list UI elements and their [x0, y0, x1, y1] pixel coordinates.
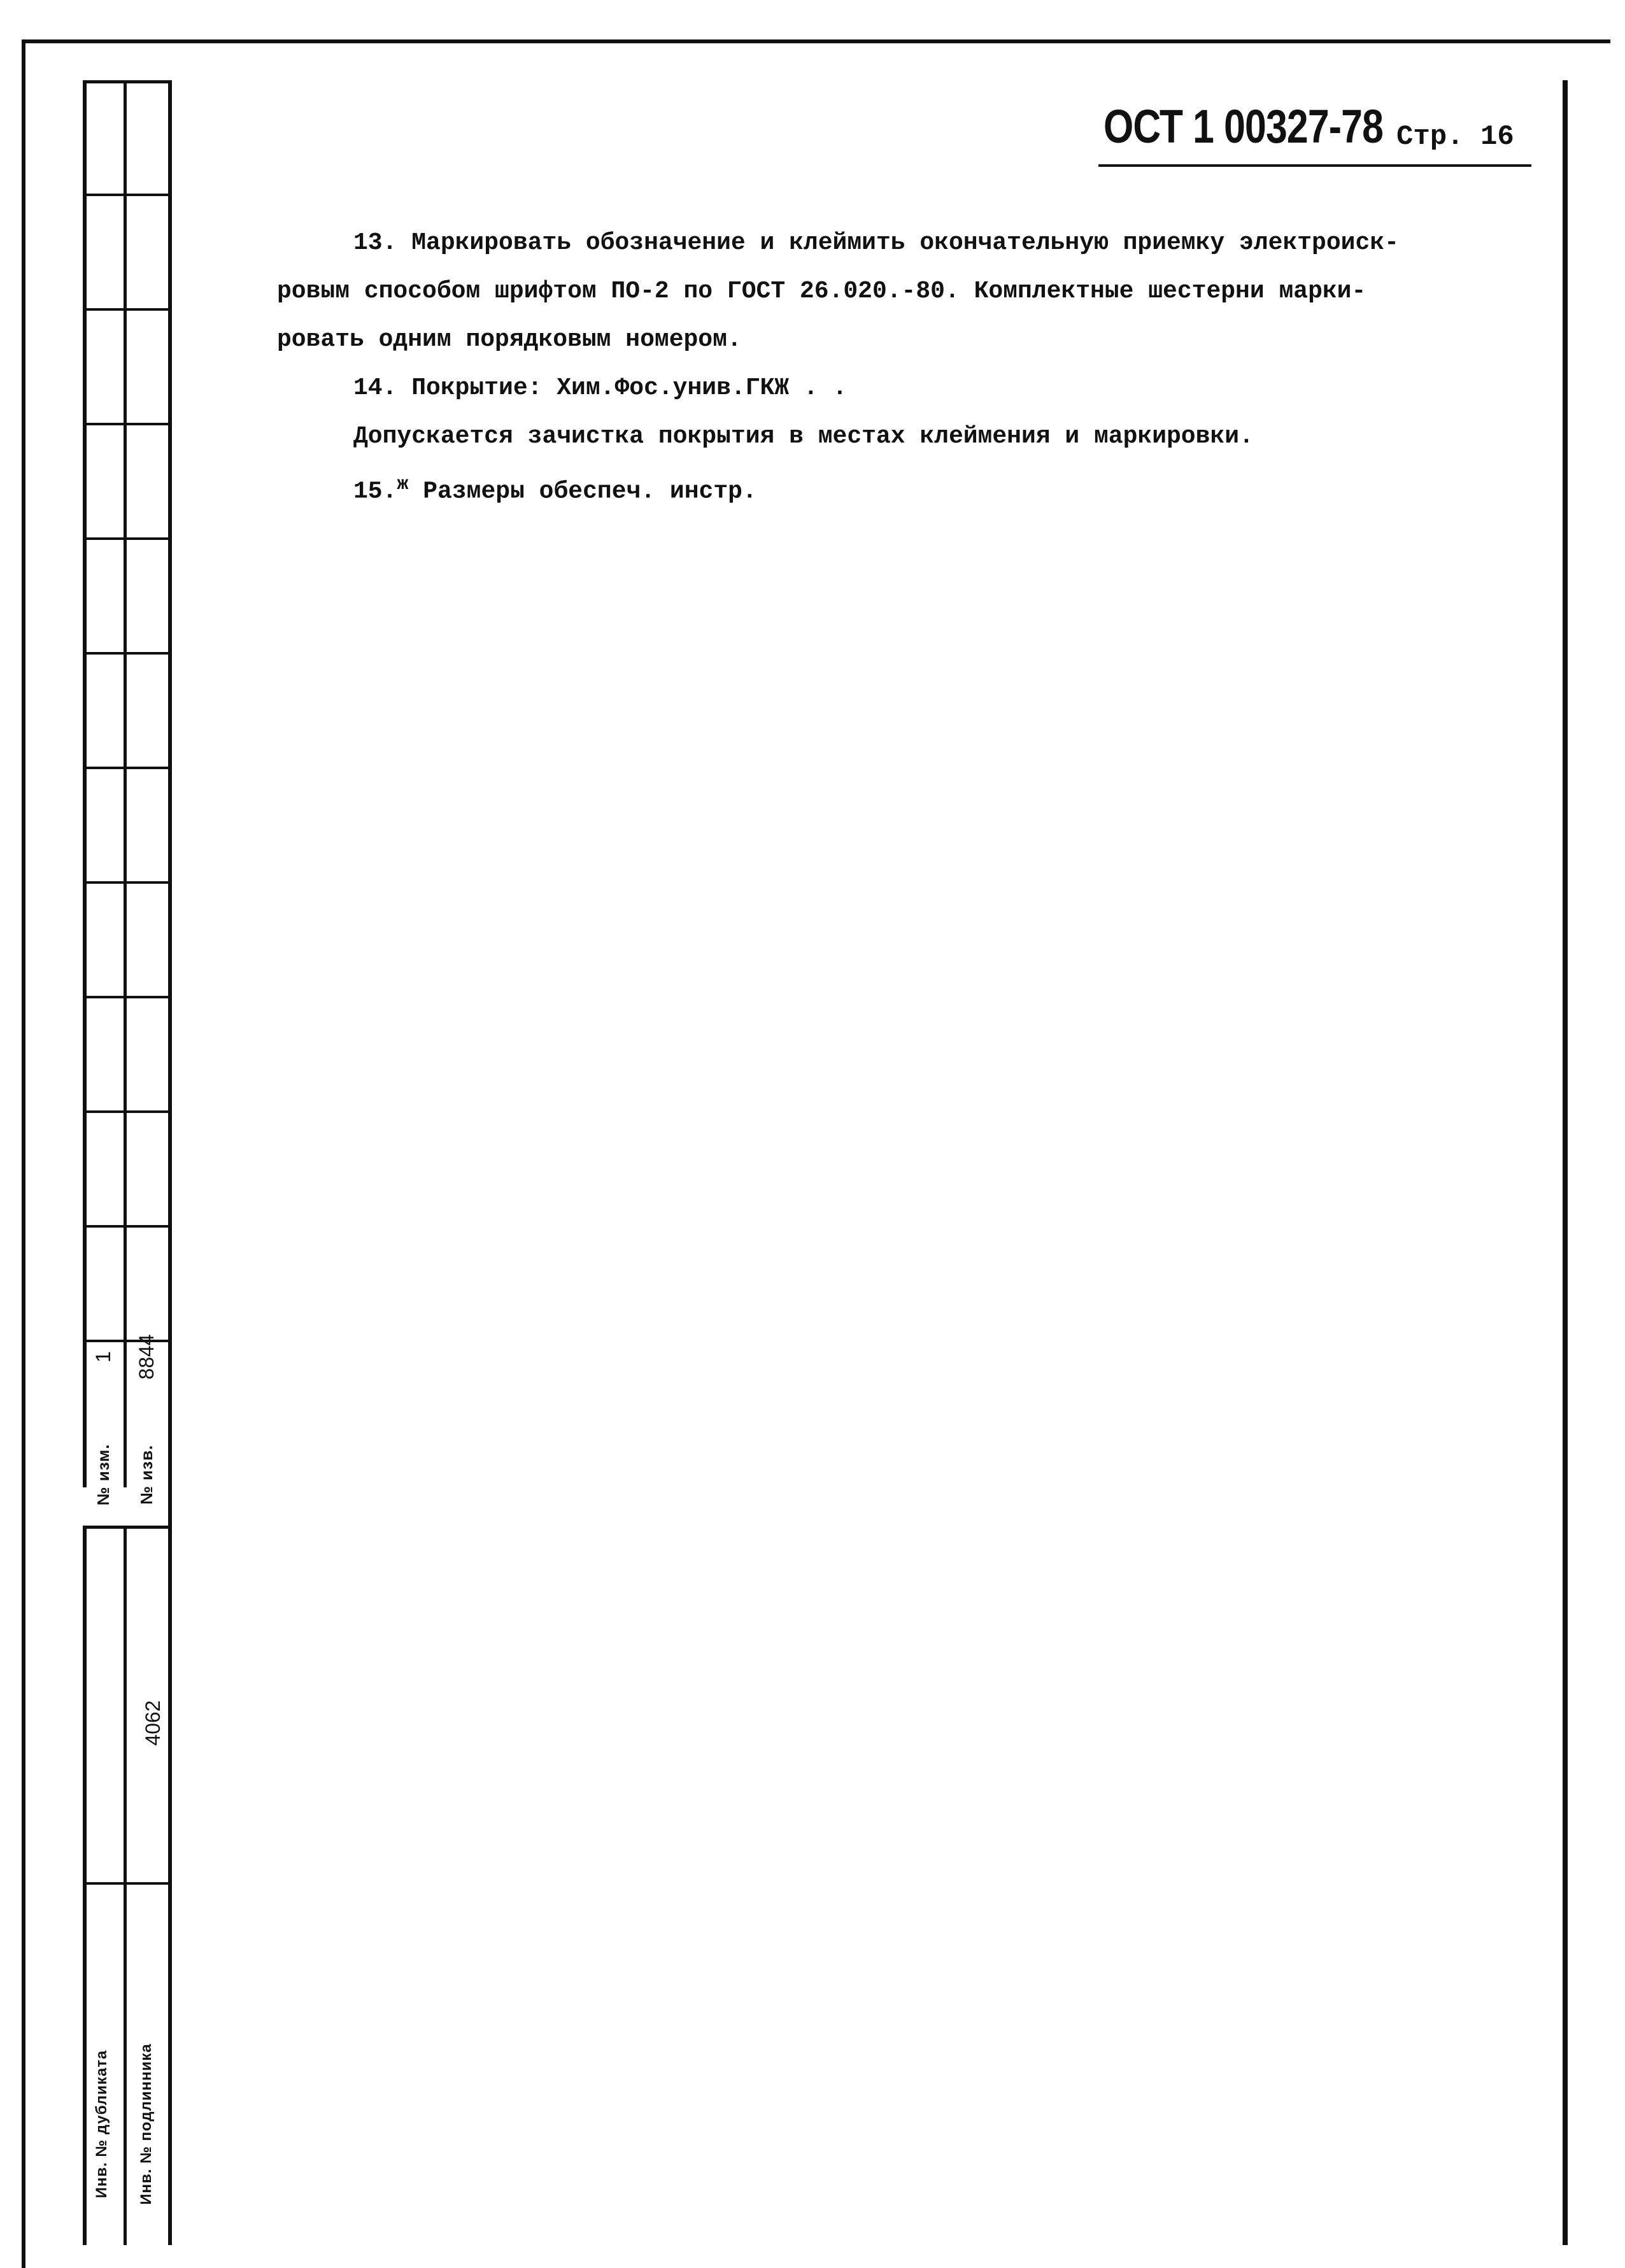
stamp-line: [168, 1526, 172, 2245]
stamp-line: [83, 1882, 172, 1885]
paragraph-15: [353, 474, 757, 506]
stamp-line: [83, 1225, 172, 1228]
duplicate-inventory-label: Инв. № дубликата: [93, 2050, 110, 2199]
page-frame: [22, 39, 1610, 2268]
change-number-label: № изм.: [94, 1443, 113, 1506]
change-number-value: 1: [92, 1351, 115, 1363]
paragraph-15-text: Размеры обеспеч. инстр.: [408, 478, 757, 506]
stamp-line: [124, 80, 127, 1487]
stamp-line: [83, 423, 172, 425]
document-header: [1098, 97, 1531, 167]
paragraph-14-line-2: Допускается зачистка покрытия в местах клеймения и маркировки.: [353, 423, 1254, 450]
stamp-line: [83, 1526, 172, 1529]
paragraph-13-line-1: 13. Маркировать обозначение и клеймить окончательную приемку электроиск-: [353, 229, 1399, 257]
paragraph-14-line-1: 14. Покрытие: Хим.Фос.унив.ГКЖ . .: [353, 374, 848, 402]
paragraph-13-line-2: ровым способом шрифтом ПО-2 по ГОСТ 26.020.-80. Комплектные шестерни марки-: [277, 278, 1366, 305]
notice-number-value: 8844: [135, 1334, 158, 1380]
stamp-line: [83, 308, 172, 311]
stamp-line: [83, 652, 172, 655]
paragraph-13-line-3: ровать одним порядковым номером.: [277, 326, 742, 353]
inner-frame-right-border: [1563, 80, 1568, 2245]
original-inventory-number-value: 4062: [141, 1700, 164, 1746]
page-number: Стр. 16: [1396, 121, 1514, 153]
revision-stamp-column: [83, 80, 172, 2245]
footnote-mark: ж: [397, 474, 409, 495]
stamp-line: [83, 996, 172, 998]
stamp-line: [124, 1526, 127, 2245]
document-code: ОСТ 1 00327-78: [1103, 100, 1384, 153]
stamp-line: [83, 767, 172, 769]
stamp-line: [168, 80, 172, 1526]
notice-number-label: № изв.: [137, 1444, 156, 1505]
original-inventory-label: Инв. № подлинника: [138, 2043, 155, 2205]
stamp-line: [83, 537, 172, 540]
stamp-line: [83, 80, 172, 83]
paragraph-15-number: 15.: [353, 478, 397, 506]
stamp-line: [83, 881, 172, 884]
stamp-line: [83, 1526, 87, 2245]
stamp-line: [83, 80, 87, 1487]
stamp-line: [83, 194, 172, 196]
stamp-line: [83, 1110, 172, 1113]
